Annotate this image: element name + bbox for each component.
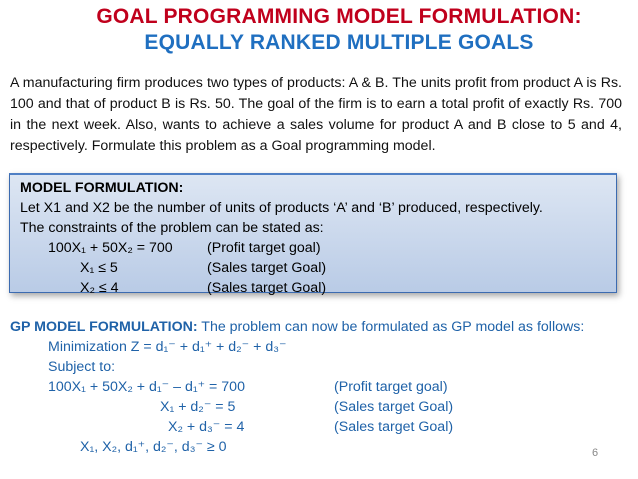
constraint-note: (Sales target Goal): [207, 260, 327, 276]
gp-nonnegativity: X₁, X₂, d₁⁺, d₂⁻, d₃⁻ ≥ 0: [80, 439, 227, 455]
problem-statement: A manufacturing firm produces two types of products: A & B. The units profit from product A is Rs. 100 and that of product B is Rs. 50. The goal of the firm is to earn a total profit of exactly Rs. 700 in the next week. Also, wants to achieve a sales volume for product A and B close to 5 and 4, respectively. Formulate this problem as a Goal programming model.: [10, 75, 622, 154]
model-heading: MODEL FORMULATION:: [20, 180, 184, 196]
model-definition: Let X1 and X2 be the number of units of products ‘A’ and ‘B’ produced, respectively.: [20, 200, 543, 216]
gp-objective: Minimization Z = d₁⁻ + d₁⁺ + d₂⁻ + d₃⁻: [48, 339, 287, 355]
gp-lead-text: The problem can now be formulated as GP model as follows:: [201, 319, 585, 335]
constraint-expr: X₂ ≤ 4: [80, 280, 119, 296]
gp-label: GP MODEL FORMULATION:: [10, 319, 198, 335]
constraint-note: (Profit target goal): [207, 240, 321, 256]
model-formulation-box: [9, 173, 617, 296]
constraint-row: [20, 278, 616, 298]
gp-constraint-note: (Sales target Goal): [334, 419, 454, 435]
gp-constraint-row: [10, 377, 622, 397]
constraint-row: [20, 258, 616, 278]
constraint-expr: 100X₁ + 50X₂ = 700: [48, 240, 173, 256]
gp-nonneg-row: [10, 437, 622, 457]
constraint-expr: X₁ ≤ 5: [80, 260, 118, 276]
gp-constraint-note: (Sales target Goal): [334, 399, 454, 415]
gp-objective-row: [10, 337, 622, 357]
gp-constraint-row: [10, 397, 622, 417]
title-line-2: EQUALLY RANKED MULTIPLE GOALS: [144, 31, 534, 54]
constraint-note: (Sales target Goal): [207, 280, 327, 296]
page-number: 6: [592, 447, 599, 459]
gp-constraint-expr: X₁ + d₂⁻ = 5: [160, 399, 236, 415]
model-constraints-intro: The constraints of the problem can be stated as:: [20, 220, 324, 236]
gp-subject-to: Subject to:: [48, 359, 116, 375]
constraint-row: [20, 238, 616, 258]
slide-title: [0, 4, 638, 56]
gp-model-section: [10, 317, 622, 457]
gp-lead: [10, 317, 622, 337]
gp-constraint-row: [10, 417, 622, 437]
title-line-1: GOAL PROGRAMMING MODEL FORMULATION:: [96, 5, 582, 28]
gp-constraint-expr: 100X₁ + 50X₂ + d₁⁻ – d₁⁺ = 700: [48, 379, 245, 395]
gp-subject-row: [10, 357, 622, 377]
gp-constraint-expr: X₂ + d₃⁻ = 4: [168, 419, 245, 435]
gp-constraint-note: (Profit target goal): [334, 379, 448, 395]
